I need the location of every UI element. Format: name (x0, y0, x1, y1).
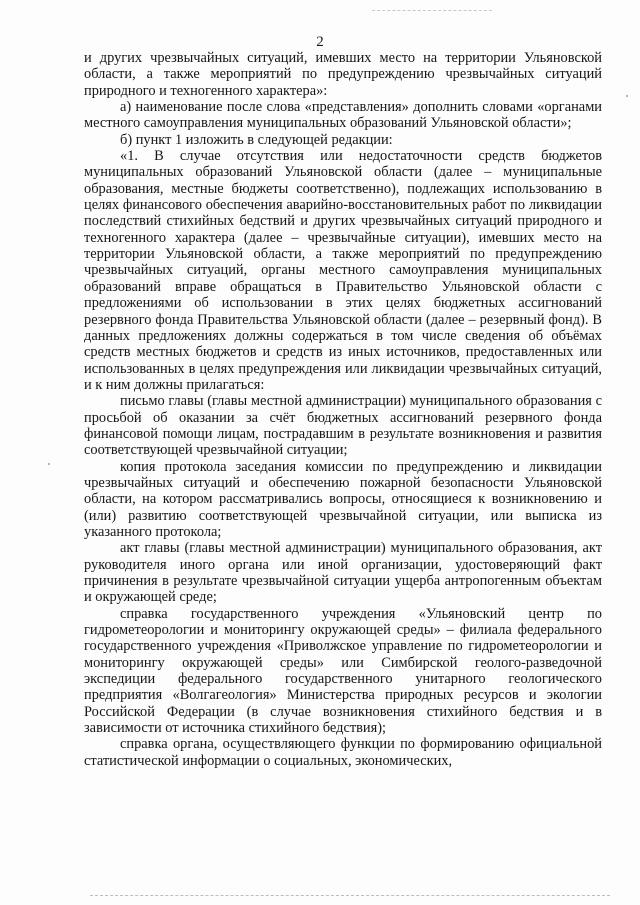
paragraph-item-b: б) пункт 1 изложить в следующей редакции: (120, 131, 393, 148)
paragraph-statistics-certificate: справка органа, осуществляющего функции по формированию официальной статистической информации о социальных, экономических, (84, 736, 602, 769)
paragraph-continuation: и других чрезвычайных ситуаций, имевших место на территории Ульяновской области, а также мероприятий по предупреждению чрезвычайных ситуаций природного и техногенного характера»: (84, 50, 602, 99)
paragraph-item-a: а) наименование после слова «представления» дополнить словами «органами местного самоуправления муниципальных образований Ульяновской области»; (84, 99, 602, 132)
paragraph-clause-1: «1. В случае отсутствия или недостаточности средств бюджетов муниципальных образований Ульяновской области (далее – муниципальные образования, местные бюджеты соответственно), подлежащих использованию в целях финансового обеспечения аварийно-восстановительных работ по ликвидации последствий стихийных бедствий и других чрезвычайных ситуаций природного и техногенного характера (далее – чрезвычайные ситуации), имевших место на территории Ульяновской области, а также мероприятий по предупреждению чрезвычайных ситуаций, органы местного самоуправления муниципальных образований вправе обращаться в Правительство Ульяновской области с предложениями об использовании в этих целях бюджетных ассигнований резервного фонда Правительства Ульяновской области (далее – резервный фонд). В данных предложениях должны содержаться в том числе сведения об объёмах средств местных бюджетов и средств из иных источников, предоставленных или использованных в целях предупреждения или ликвидации чрезвычайных ситуаций, и к ним должны прилагаться: (84, 148, 602, 393)
paragraph-letter: письмо главы (главы местной администрации) муниципального образования с просьбой об оказании за счёт бюджетных ассигнований резервного фонда финансовой помощи лицам, пострадавшим в результате возникновения и развития соответствующей чрезвычайной ситуации; (84, 393, 602, 459)
document-body (84, 50, 602, 769)
paragraph-act: акт главы (главы местной администрации) муниципального образования, акт руководителя иного органа или иной организации, удостоверяющий факт причинения в результате чрезвычайной ситуации ущерба антропогенным объектам и окружающей среде; (84, 540, 602, 606)
scan-artifact-mark (626, 95, 628, 97)
scan-artifact-bottom (90, 895, 610, 897)
paragraph-protocol-copy: копия протокола заседания комиссии по предупреждению и ликвидации чрезвычайных ситуаций и обеспечению пожарной безопасности Ульяновской области, на котором рассматривались вопросы, относящиеся к возникновению и (или) развитию соответствующей чрезвычайной ситуации, или выписка из указанного протокола; (84, 458, 602, 540)
page-number: 2 (316, 34, 324, 50)
paragraph-weather-certificate: справка государственного учреждения «Ульяновский центр по гидрометеорологии и мониторингу окружающей среды» – филиала федерального государственного учреждения «Приволжское управление по гидрометеорологии и мониторингу окружающей среды» или Симбирской геолого-разведочной экспедиции федерального государственного унитарного геологического предприятия «Волгагеология» Министерства природных ресурсов и экологии Российской Федерации (в случае возникновения стихийного бедствия и в зависимости от источника стихийного бедствия); (84, 605, 602, 737)
scan-artifact-mark (48, 463, 50, 465)
scan-artifact-top (372, 10, 492, 12)
